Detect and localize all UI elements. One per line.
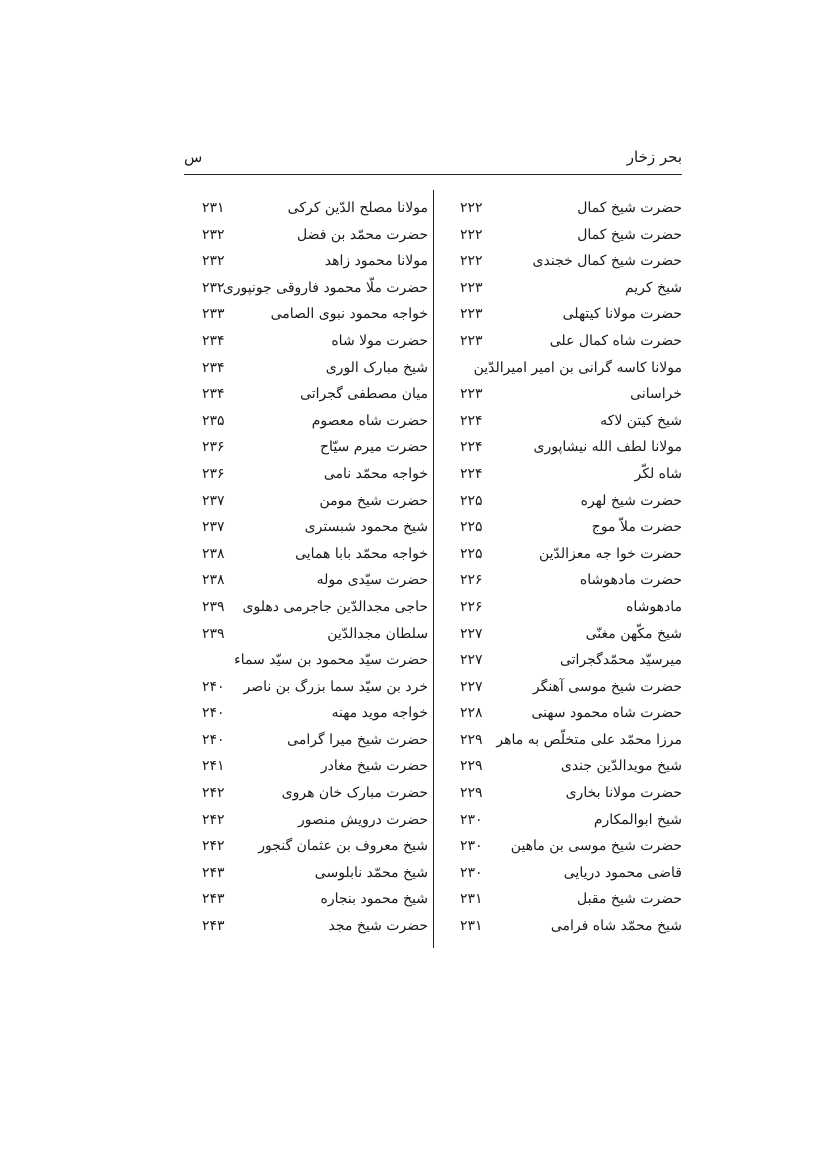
- entry-name: حضرت شیخ موسی بن ماهین: [510, 838, 682, 855]
- index-entry: [184, 780, 428, 807]
- entry-page-number: ۲۳۴: [202, 386, 225, 403]
- entry-name: شیخ محمّد شاه فرامی: [550, 918, 682, 935]
- index-entry: [184, 408, 428, 435]
- entry-page-number: ۲۴۲: [202, 838, 225, 855]
- entry-name: حضرت مولانا کیتهلی: [562, 306, 682, 323]
- index-entry: [184, 913, 428, 940]
- entry-page-number: ۲۴۰: [202, 705, 225, 722]
- index-entry: [444, 434, 682, 461]
- entry-name: حضرت مولانا بخاری: [565, 785, 682, 802]
- entry-name: حضرت مولا شاه: [331, 332, 428, 349]
- entry-page-number: ۲۲۶: [460, 572, 483, 589]
- entry-page-number: ۲۳۷: [202, 519, 225, 536]
- entry-name: میرسیّد محمّدگجراتی: [559, 652, 682, 669]
- index-entry: [444, 674, 682, 701]
- entry-name: شیخ مکّهن مغنّی: [585, 625, 682, 642]
- entry-name: خواجه موید مهنه: [331, 705, 428, 722]
- index-entry: [184, 195, 428, 222]
- entry-page-number: ۲۲۲: [460, 226, 483, 243]
- index-entry: [184, 541, 428, 568]
- entry-name: حضرت ملاّ موج: [591, 519, 682, 536]
- index-entry: [444, 700, 682, 727]
- book-title: بحر زخار: [626, 148, 682, 166]
- entry-page-number: ۲۲۷: [460, 625, 483, 642]
- column-divider: [433, 190, 434, 948]
- index-entry: [444, 355, 682, 382]
- entry-name: شیخ مویدالدّین جندی: [560, 758, 682, 775]
- entry-name: شیخ ابوالمکارم: [593, 811, 682, 828]
- index-entry: [444, 541, 682, 568]
- index-entry: [444, 647, 682, 674]
- entry-name: حضرت شیخ میرا گرامی: [287, 731, 428, 748]
- entry-page-number: ۲۲۳: [460, 279, 483, 296]
- entry-name: مولانا محمود زاهد: [324, 253, 428, 270]
- entry-page-number: ۲۲۵: [460, 492, 483, 509]
- entry-page-number: ۲۲۹: [460, 785, 483, 802]
- entry-page-number: ۲۲۳: [460, 306, 483, 323]
- entry-page-number: ۲۴۳: [202, 864, 225, 881]
- index-entry: [184, 674, 428, 701]
- index-entry: [184, 461, 428, 488]
- index-entry: [444, 195, 682, 222]
- entry-page-number: ۲۲۵: [460, 519, 483, 536]
- index-entry: [444, 301, 682, 328]
- entry-page-number: ۲۴۳: [202, 891, 225, 908]
- entry-name: خواجه محمود نبوی الصامی: [270, 306, 428, 323]
- entry-name: حضرت شیخ موسی آهنگر: [532, 678, 682, 695]
- index-entry: [444, 621, 682, 648]
- entry-name: شیخ محمود شبستری: [304, 519, 428, 536]
- entry-page-number: ۲۴۱: [202, 758, 225, 775]
- index-entry: [444, 408, 682, 435]
- index-entry: [444, 567, 682, 594]
- entry-page-number: ۲۲۹: [460, 758, 483, 775]
- entry-name: شیخ محمّد نابلوسی: [314, 864, 428, 881]
- entry-page-number: ۲۴۰: [202, 731, 225, 748]
- entry-page-number: ۲۳۴: [202, 332, 225, 349]
- index-entry: [184, 381, 428, 408]
- index-entry: [184, 248, 428, 275]
- entry-name: حضرت شیخ مجد: [328, 918, 428, 935]
- entry-page-number: ۲۲۶: [460, 598, 483, 615]
- entry-name: حضرت سیّد محمود بن سیّد سماء: [234, 652, 428, 669]
- entry-page-number: ۲۴۲: [202, 811, 225, 828]
- entry-name: حضرت مادهوشاه: [579, 572, 682, 589]
- entry-name: شیخ کریم: [624, 279, 682, 296]
- entry-page-number: ۲۳۶: [202, 439, 225, 456]
- entry-name: خواجه محمّد نامی: [323, 465, 428, 482]
- entry-name: حضرت شاه محمود سهنی: [531, 705, 682, 722]
- index-entry: [184, 833, 428, 860]
- entry-name: شاه لکّر: [634, 465, 682, 482]
- entry-name: حضرت شاه معصوم: [311, 412, 428, 429]
- index-entry: [184, 647, 428, 674]
- entry-name: شیخ معروف بن عثمان گنجور: [258, 838, 428, 855]
- index-entry: [184, 886, 428, 913]
- entry-page-number: ۲۴۰: [202, 678, 225, 695]
- entry-page-number: ۲۳۸: [202, 545, 225, 562]
- index-entry: [184, 434, 428, 461]
- entry-name: حضرت شیخ مغادر: [320, 758, 428, 775]
- entry-name: حضرت محمّد بن فضل: [296, 226, 428, 243]
- entry-name: حضرت شیخ کمال: [577, 226, 682, 243]
- index-entry: [444, 807, 682, 834]
- entry-page-number: ۲۳۰: [460, 838, 483, 855]
- index-entry: [184, 727, 428, 754]
- entry-name: حضرت مبارک خان هروی: [281, 785, 428, 802]
- entry-name: حضرت شیخ لهره: [580, 492, 682, 509]
- index-column-right: [444, 195, 682, 940]
- index-entry: [184, 807, 428, 834]
- index-entry: [184, 567, 428, 594]
- entry-name: شیخ محمود بنجاره: [320, 891, 428, 908]
- entry-page-number: ۲۳۶: [202, 465, 225, 482]
- entry-name: حضرت شیخ مقبل: [577, 891, 682, 908]
- index-entry: [184, 514, 428, 541]
- entry-page-number: ۲۳۷: [202, 492, 225, 509]
- index-entry: [184, 753, 428, 780]
- index-entry: [184, 594, 428, 621]
- entry-page-number: ۲۳۲: [202, 279, 225, 296]
- index-entry: [444, 753, 682, 780]
- entry-name: حضرت شیخ مومن: [319, 492, 428, 509]
- entry-name: حضرت شیخ کمال: [577, 200, 682, 216]
- entry-page-number: ۲۲۷: [460, 652, 483, 669]
- entry-page-number: ۲۳۱: [202, 200, 225, 216]
- index-entry: [444, 833, 682, 860]
- running-header: [184, 148, 682, 175]
- entry-name: خرد بن سیّد سما بزرگ بن ناصر: [243, 678, 428, 695]
- entry-name: شیخ کیتن لاکه: [600, 412, 682, 429]
- entry-page-number: ۲۲۸: [460, 705, 483, 722]
- entry-name: حضرت درویش منصور: [298, 811, 428, 828]
- entry-name: قاضی محمود دریایی: [563, 864, 682, 881]
- entry-page-number: ۲۲۳: [460, 386, 483, 403]
- index-entry: [184, 488, 428, 515]
- index-entry: [184, 860, 428, 887]
- entry-name: مولانا کاسه گرانی بن امیر امیرالدّین: [473, 359, 682, 376]
- entry-name: حضرت خوا جه معزالدّین: [538, 545, 682, 562]
- entry-name: حضرت ملّا محمود فاروقی جونپوری: [222, 279, 428, 296]
- index-entry: [444, 886, 682, 913]
- entry-page-number: ۲۲۵: [460, 545, 483, 562]
- index-entry: [444, 780, 682, 807]
- entry-page-number: ۲۳۱: [460, 918, 483, 935]
- index-column-left: [184, 195, 428, 940]
- index-entry: [184, 222, 428, 249]
- entry-name: حضرت شاه کمال علی: [549, 332, 682, 349]
- entry-name: سلطان مجدالدّین: [327, 625, 428, 642]
- entry-name: مادهوشاه: [626, 598, 682, 615]
- index-entry: [184, 355, 428, 382]
- index-entry: [184, 700, 428, 727]
- entry-name: خراسانی: [630, 386, 682, 403]
- entry-page-number: ۲۳۲: [202, 226, 225, 243]
- index-entry: [184, 301, 428, 328]
- entry-name: شیخ مبارک الوری: [325, 359, 428, 376]
- index-entry: [444, 727, 682, 754]
- entry-page-number: ۲۲۲: [460, 253, 483, 270]
- entry-page-number: ۲۲۴: [460, 439, 483, 456]
- entry-page-number: ۲۴۳: [202, 918, 225, 935]
- entry-name: حضرت شیخ کمال خجندی: [532, 253, 682, 270]
- index-entry: [444, 222, 682, 249]
- entry-page-number: ۲۳۴: [202, 359, 225, 376]
- entry-page-number: ۲۳۰: [460, 864, 483, 881]
- page-number: س: [184, 148, 203, 166]
- entry-name: مولانا لطف الله نیشاپوری: [533, 439, 682, 456]
- entry-page-number: ۲۲۳: [460, 332, 483, 349]
- entry-name: حاجی مجدالدّین جاجرمی دهلوی: [242, 598, 428, 615]
- index-entry: [444, 860, 682, 887]
- entry-page-number: ۲۳۹: [202, 598, 225, 615]
- entry-page-number: ۲۲۴: [460, 465, 483, 482]
- index-entry: [444, 913, 682, 940]
- entry-name: مرزا محمّد علی متخلّص به ماهر: [496, 731, 682, 748]
- entry-name: حضرت سیّدی موله: [316, 572, 428, 589]
- entry-page-number: ۲۲۹: [460, 731, 483, 748]
- entry-page-number: ۲۳۰: [460, 811, 483, 828]
- entry-page-number: ۲۳۵: [202, 412, 225, 429]
- index-entry: [184, 328, 428, 355]
- entry-name: خواجه محمّد بابا همایی: [295, 545, 428, 562]
- index-entry: [444, 328, 682, 355]
- entry-page-number: ۲۳۲: [202, 253, 225, 270]
- entry-page-number: ۲۳۸: [202, 572, 225, 589]
- index-entry: [444, 594, 682, 621]
- entry-page-number: ۲۳۳: [202, 306, 225, 323]
- entry-page-number: ۲۲۲: [460, 200, 483, 216]
- index-entry: [444, 514, 682, 541]
- entry-page-number: ۲۳۱: [460, 891, 483, 908]
- index-entry: [444, 381, 682, 408]
- entry-name: میان مصطفی گجراتی: [300, 386, 428, 403]
- entry-name: مولانا مصلح الدّین کرکی: [287, 200, 428, 216]
- index-entry: [444, 488, 682, 515]
- index-entry: [444, 461, 682, 488]
- index-entry: [444, 248, 682, 275]
- index-entry: [184, 621, 428, 648]
- entry-page-number: ۲۳۹: [202, 625, 225, 642]
- entry-page-number: ۲۲۷: [460, 678, 483, 695]
- index-entry: [184, 275, 428, 302]
- entry-page-number: ۲۲۴: [460, 412, 483, 429]
- entry-name: حضرت میرم سیّاح: [320, 439, 428, 456]
- index-entry: [444, 275, 682, 302]
- entry-page-number: ۲۴۲: [202, 785, 225, 802]
